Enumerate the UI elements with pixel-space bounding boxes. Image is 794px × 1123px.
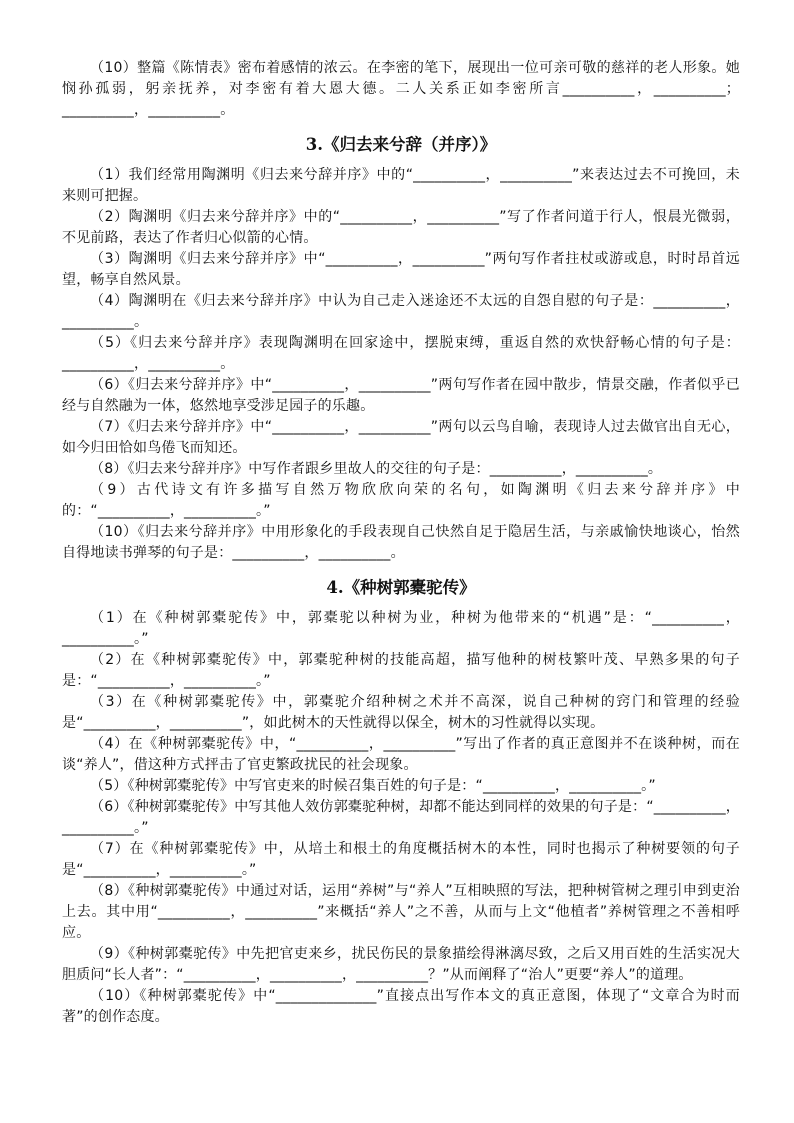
question-paragraph: （1）我们经常用陶渊明《归去来兮辞并序》中的“__________，__________”来表达过去不可挽回，未来则可把握。 [62, 167, 740, 204]
question-paragraph: （1）在《种树郭橐驼传》中，郭橐驼以种树为业，种树为他带来的“机遇”是：“__________，__________。” [62, 610, 740, 647]
question-paragraph: （9）古代诗文有许多描写自然万物欣欣向荣的名句，如陶渊明《归去来兮辞并序》中的：“__________，__________。” [62, 482, 740, 519]
document-content [62, 58, 740, 1028]
section-title: 4.《种树郭橐驼传》 [326, 578, 476, 597]
question-paragraph: （8）《种树郭橐驼传》中通过对话，运用“养树”与“养人”互相映照的写法，把种树管树之理引申到吏治上去。其中用“__________，__________”来概括“养人”之不善，从而与上文“他植者”养树管理之不善相呼应。 [62, 883, 740, 941]
question-paragraph: （7）《归去来兮辞并序》中“__________，__________”两句以云鸟自喻，表现诗人过去做官出自无心，如今归田恰如鸟倦飞而知还。 [62, 419, 740, 456]
question-paragraph: （10）整篇《陈情表》密布着感情的浓云。在李密的笔下，展现出一位可亲可敬的慈祥的老人形象。她悯孙孤弱，躬亲抚养，对李密有着大恩大德。二人关系正如李密所言__________，__________；__________，__________。 [62, 60, 740, 118]
question-paragraph: （9）《种树郭橐驼传》中先把官吏来乡，扰民伤民的景象描绘得淋漓尽致，之后又用百姓的生活实况大胆质问“长人者”：“__________，__________，__________？”从而阐释了“治人”更要“养人”的道理。 [62, 946, 740, 983]
question-paragraph: （5）《归去来兮辞并序》表现陶渊明在回家途中，摆脱束缚，重返自然的欢快舒畅心情的句子是：__________，__________。 [62, 335, 740, 372]
question-paragraph: （10）《归去来兮辞并序》中用形象化的手段表现自己快然自足于隐居生活，与亲戚愉快地谈心，怡然自得地读书弹琴的句子是：__________，__________。 [62, 524, 740, 561]
section-title: 3.《归去来兮辞（并序）》 [305, 135, 497, 154]
question-paragraph: （4）在《种树郭橐驼传》中，“__________，__________”写出了作者的真正意图并不在谈种树，而在谈“养人”，借这种方式抨击了官吏繁政扰民的社会现象。 [62, 736, 740, 773]
question-paragraph: （10）《种树郭橐驼传》中“______________”直接点出写作本文的真正意图，体现了“文章合为时而著”的创作态度。 [62, 988, 740, 1025]
question-paragraph: （7）在《种树郭橐驼传》中，从培土和根土的角度概括树木的本性，同时也揭示了种树要领的句子是“__________，__________。” [62, 841, 740, 878]
question-paragraph: （6）《种树郭橐驼传》中写其他人效仿郭橐驼种树，却都不能达到同样的效果的句子是：“__________，__________。” [62, 799, 740, 836]
question-paragraph: （3）陶渊明《归去来兮辞并序》中“__________，__________”两句写作者拄杖或游或息，时时昂首远望，畅享自然风景。 [62, 251, 740, 288]
question-paragraph: （3）在《种树郭橐驼传》中，郭橐驼介绍种树之术并不高深，说自己种树的窍门和管理的经验是“__________，__________”，如此树木的天性就得以保全，树木的习性就得以实现。 [62, 694, 740, 731]
question-paragraph: （5）《种树郭橐驼传》中写官吏来的时候召集百姓的句子是：“__________，__________。” [90, 778, 656, 794]
question-paragraph: （4）陶渊明在《归去来兮辞并序》中认为自己走入迷途还不太远的自怨自慰的句子是：__________，__________。 [62, 293, 740, 330]
question-paragraph: （6）《归去来兮辞并序》中“__________，__________”两句写作者在园中散步，情景交融，作者似乎已经与自然融为一体，悠然地享受涉足园子的乐趣。 [62, 377, 740, 414]
question-paragraph: （2）陶渊明《归去来兮辞并序》中的“__________，__________”写了作者问道于行人，恨晨光微弱，不见前路，表达了作者归心似箭的心情。 [62, 209, 740, 246]
question-paragraph: （2）在《种树郭橐驼传》中，郭橐驼种树的技能高超，描写他种的树枝繁叶茂、早熟多果的句子是：“__________，__________。” [62, 652, 740, 689]
question-paragraph: （8）《归去来兮辞并序》中写作者跟乡里故人的交往的句子是：__________，__________。 [90, 461, 663, 477]
